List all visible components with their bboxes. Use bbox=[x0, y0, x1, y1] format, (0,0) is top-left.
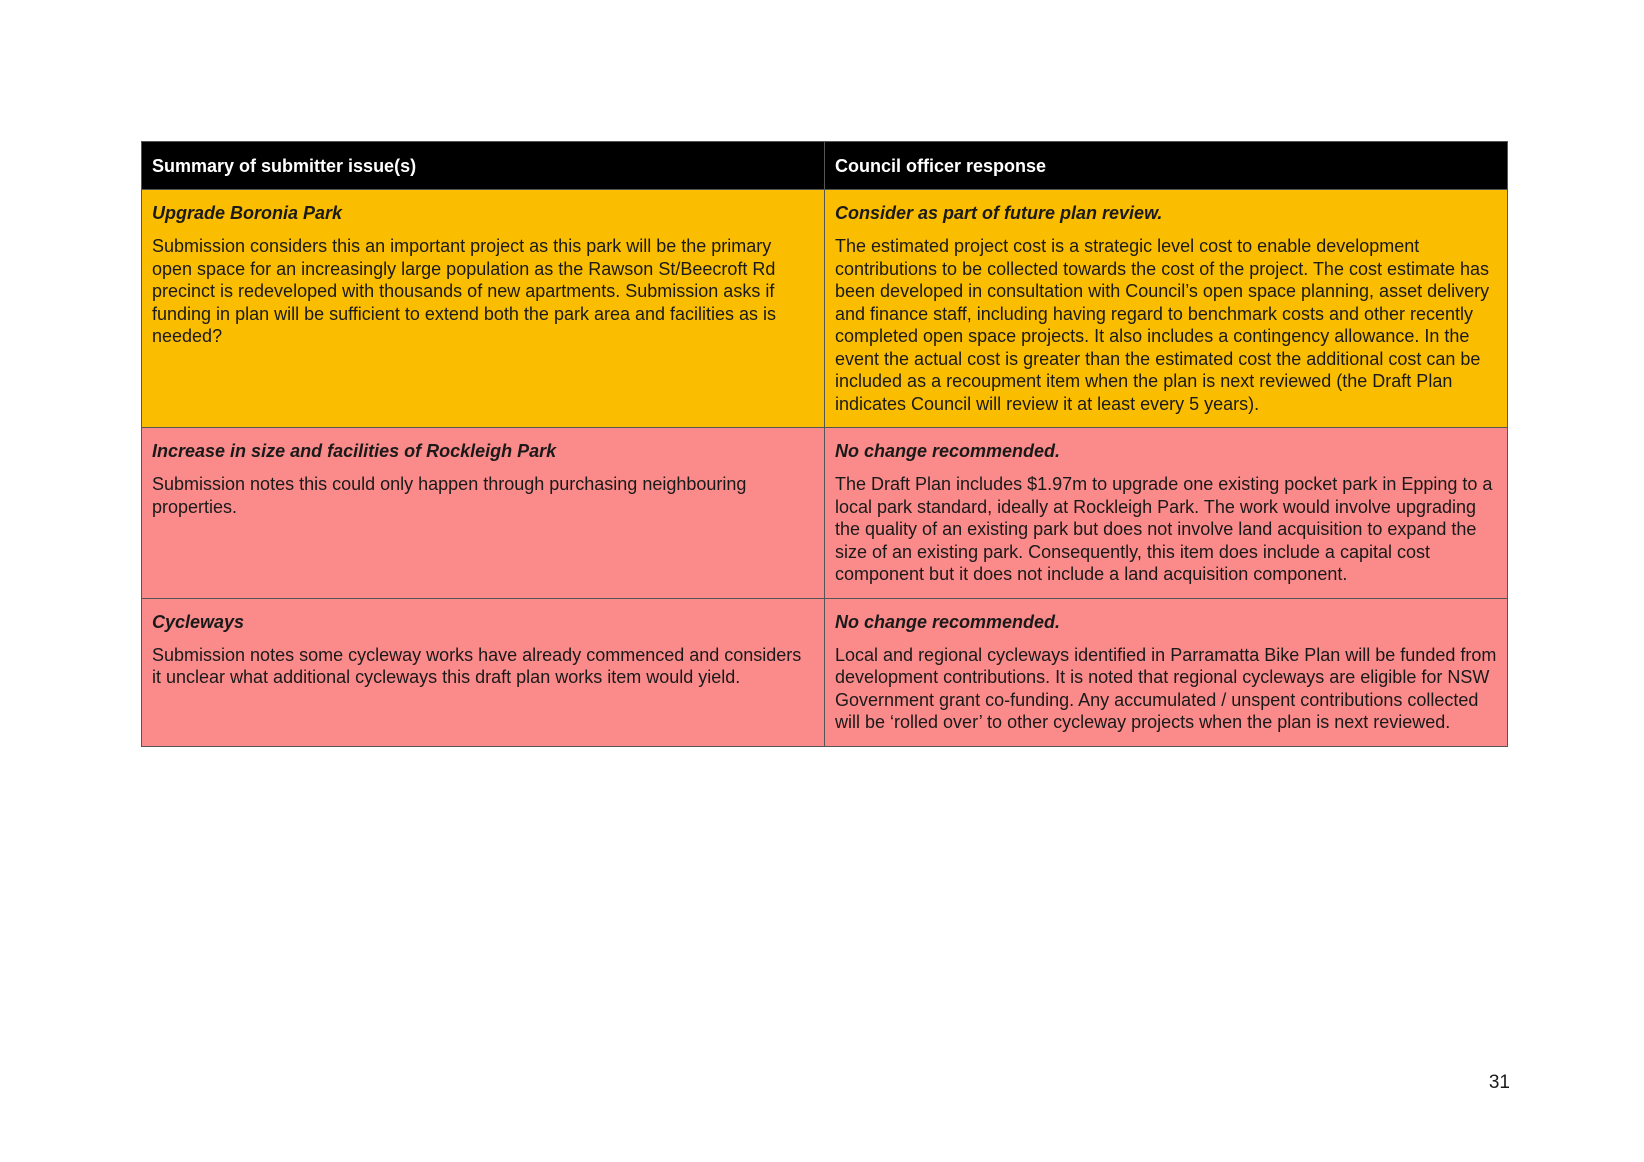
issue-cell bbox=[142, 428, 825, 599]
response-text: Local and regional cycleways identified in Parramatta Bike Plan will be funded from development contributions. It is noted that regional cycleways are eligible for NSW Government grant co-funding. Any accumulated / unspent contributions collected will be ‘rolled over’ to other cycleway projects when the plan is next reviewed. bbox=[835, 644, 1497, 732]
issue-text: Submission notes this could only happen through purchasing neighbouring properties. bbox=[152, 474, 747, 517]
issue-title: Cycleways bbox=[152, 611, 245, 632]
page-number: 31 bbox=[1488, 1072, 1510, 1093]
response-text: The estimated project cost is a strategic level cost to enable development contributions to be collected towards the cost of the project. The cost estimate has been developed in consultation with Council’s open space planning, asset delivery and finance staff, including having regard to benchmark costs and other recently completed open space projects. It also includes a contingency allowance. In the event the actual cost is greater than the estimated cost the additional cost can be included as a recoupment item when the plan is next reviewed (the Draft Plan indicates Council will review it at least every 5 years). bbox=[835, 236, 1490, 414]
issue-cell bbox=[142, 598, 825, 746]
header-council-response: Council officer response bbox=[825, 142, 1508, 190]
response-title: Consider as part of future plan review. bbox=[835, 203, 1163, 223]
response-text: The Draft Plan includes $1.97m to upgrade one existing pocket park in Epping to a local park standard, ideally at Rockleigh Park. The work would involve upgrading the quality of an existing park but does not involve land acquisition to expand the size of an existing park. Consequently, this item does include a capital cost component but it does not include a land acquisition component. bbox=[835, 474, 1493, 584]
table-header-row bbox=[142, 142, 1508, 190]
response-cell bbox=[825, 190, 1508, 428]
issue-text: Submission notes some cycleway works have already commenced and considers it unclear what additional cycleways this draft plan works item would yield. bbox=[152, 644, 802, 687]
issue-text: Submission considers this an important project as this park will be the primary open space for an increasingly large population as the Rawson St/Beecroft Rd precinct is redeveloped with thousands of new apartments. Submission asks if funding in plan will be sufficient to extend both the park area and facilities as is needed? bbox=[152, 236, 777, 346]
table-row bbox=[142, 428, 1508, 599]
response-title: No change recommended. bbox=[835, 441, 1061, 461]
issue-title: Increase in size and facilities of Rockleigh Park bbox=[152, 441, 557, 461]
response-cell bbox=[825, 428, 1508, 599]
response-title: No change recommended. bbox=[835, 611, 1061, 632]
table-row bbox=[142, 598, 1508, 746]
table-row bbox=[142, 190, 1508, 428]
issue-cell bbox=[142, 190, 825, 428]
submissions-table bbox=[141, 141, 1508, 747]
response-cell bbox=[825, 598, 1508, 746]
issue-title: Upgrade Boronia Park bbox=[152, 203, 343, 223]
header-submitter-issue: Summary of submitter issue(s) bbox=[142, 142, 825, 190]
